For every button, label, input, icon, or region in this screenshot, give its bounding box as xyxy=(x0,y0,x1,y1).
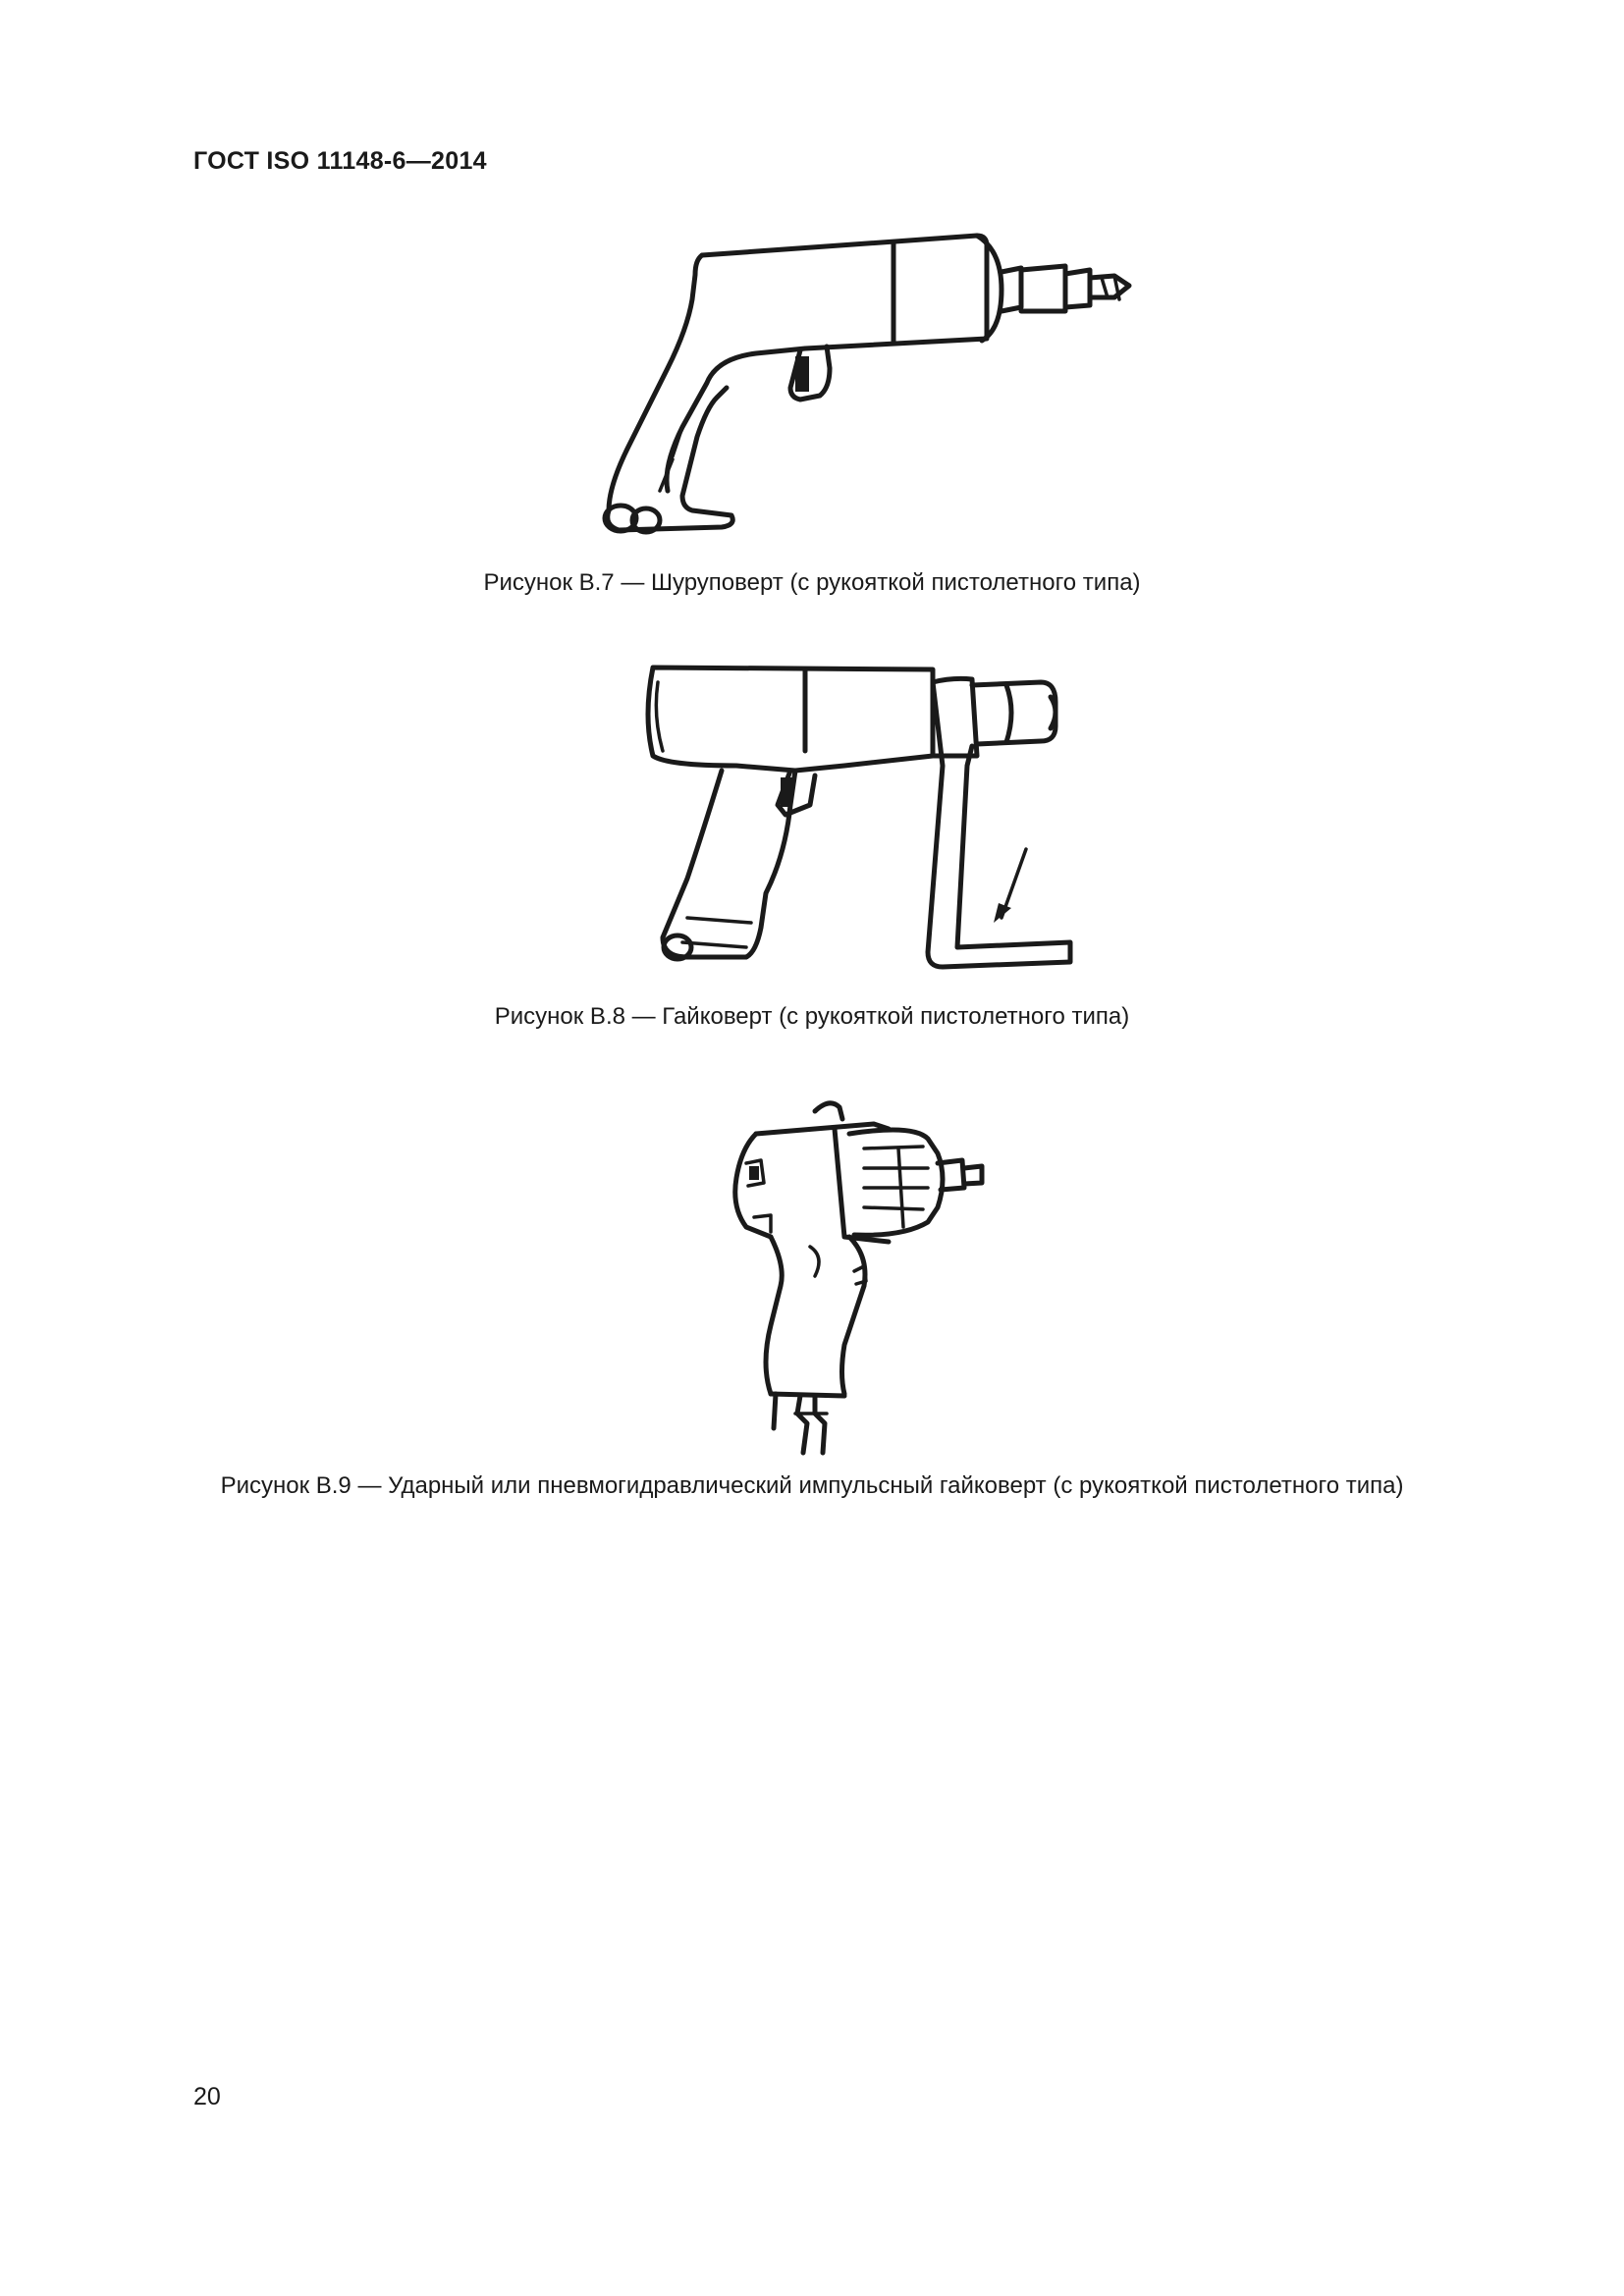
caption-b9: Рисунок В.9 — Ударный или пневмогидравлический импульсный гайковерт (с рукояткой пистолетного типа) xyxy=(220,1472,1404,1499)
figure-b7 xyxy=(589,231,1139,545)
caption-b8: Рисунок В.8 — Гайковерт (с рукояткой пистолетного типа) xyxy=(494,1003,1130,1030)
figure-b9 xyxy=(717,1090,1011,1458)
document-header: ГОСТ ISO 11148-6—2014 xyxy=(193,147,487,175)
impact-wrench-pistol-grip-drawing xyxy=(717,1090,1011,1458)
nutrunner-pistol-grip-with-reaction-bar-drawing xyxy=(628,658,1100,982)
figure-b8 xyxy=(628,658,1100,982)
screwdriver-pistol-grip-drawing xyxy=(589,231,1139,545)
page-number: 20 xyxy=(193,2083,221,2110)
caption-b7: Рисунок В.7 — Шуруповерт (с рукояткой пистолетного типа) xyxy=(483,569,1141,596)
